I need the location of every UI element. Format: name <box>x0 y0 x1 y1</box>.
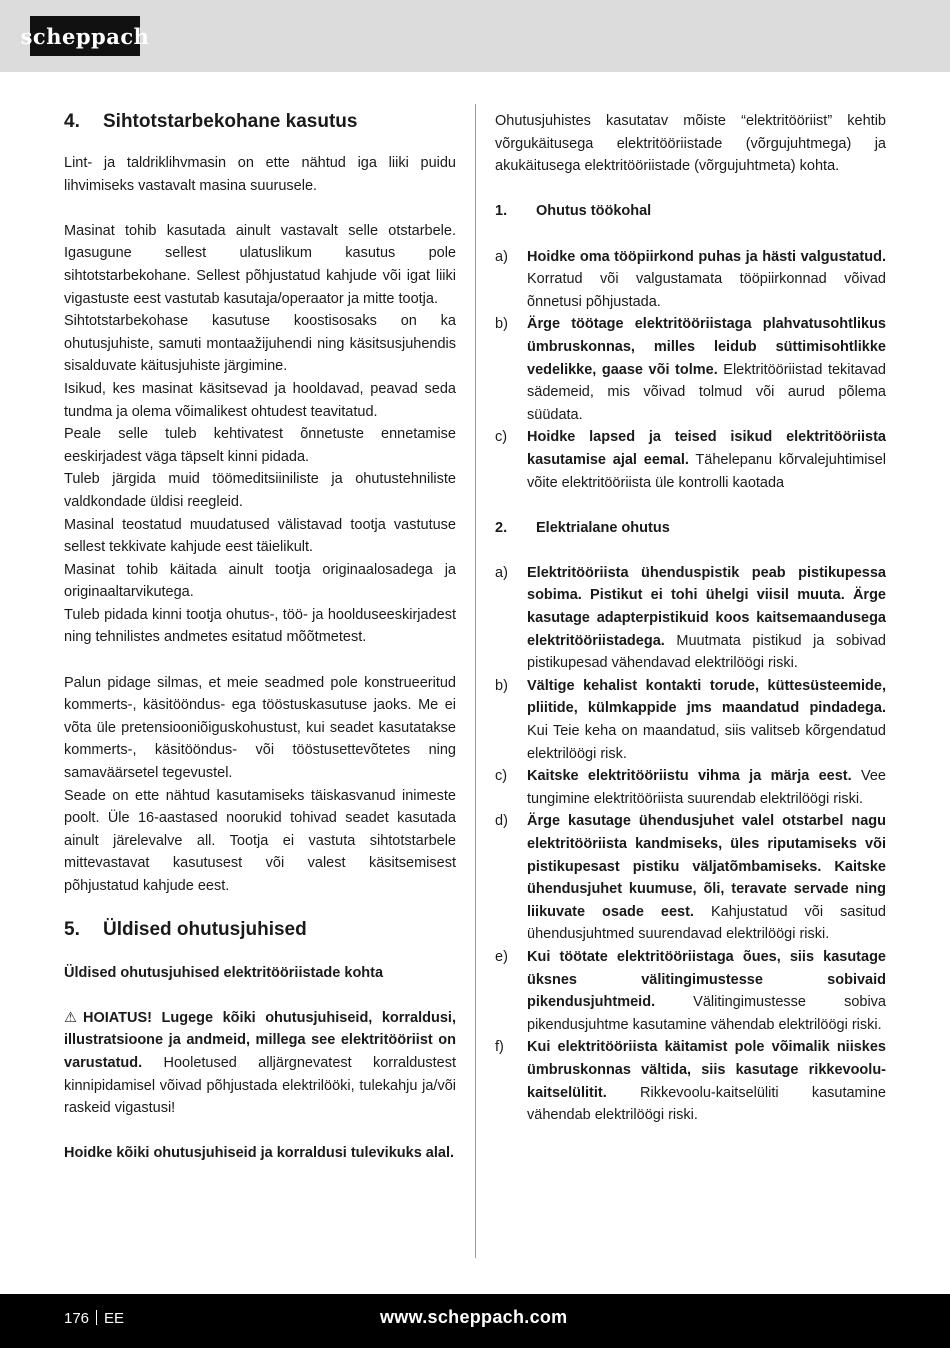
workplace-safety-list <box>495 246 886 495</box>
list-item-text: Ärge kasutage ühendusjuhet valel otstarbel nagu elektritööriista kandmiseks, üles riputamiseks või pistikupesast pistiku väljatõmbamiseks. Kaitske ühendusjuhet kuumuse, õli, teravate servade ning liikuvate osade eest. Kahjustatud või sasitud ühendusjuhtmed suurendavad elektrilöögi riski. <box>527 813 886 943</box>
list-item-label: f) <box>495 1039 504 1056</box>
list-item-text: Ärge töötage elektritööriistaga plahvatusohtlikus ümbruskonnas, milles leidub süttimisohtlikke vedelikke, gaase või tolme. Elektritööriistad tekitavad sädemeid, mis võivad tolmud või aurud põlema süüdata. <box>527 316 886 423</box>
left-column <box>64 110 456 1165</box>
warning-paragraph: ⚠ HOIATUS! Lugege kõiki ohutusjuhiseid, korraldusi, illustratsioone ja andmeid, millega see elektritööriist on varustatud. Hooletused alljärgnevatest korraldustest kinnipidamisel võivad põhjustada elektrilööki, tulekahju ja/või raskeid vigastusi! <box>64 1007 456 1120</box>
column-divider <box>475 104 476 1258</box>
scheppach-logo: scheppach <box>30 16 140 56</box>
list-item-label: a) <box>495 248 508 265</box>
paragraph: Lint- ja taldriklihvmasin on ette nähtud iga liiki puidu lihvimiseks vastavalt masina suurusele. <box>64 155 456 194</box>
list-item <box>495 810 886 946</box>
paragraph: Isikud, kes masinat käsitsevad ja hooldavad, peavad seda tundma ja olema võimalikest ohtudest teavitatud. <box>64 380 456 420</box>
list-item <box>495 426 886 494</box>
list-item <box>495 765 886 810</box>
list-item-text: Hoidke lapsed ja teised isikud elektritööriista kasutamise ajal eemal. Tähelepanu kõrvalejuhtimisel võite elektritööriista üle kontrolli kaotada <box>527 429 886 491</box>
warning-icon: ⚠ <box>64 1009 77 1026</box>
website-url: www.scheppach.com <box>380 1307 568 1327</box>
list-item-text: Hoidke oma tööpiirkond puhas ja hästi valgustatud. Korratud või valgustamata tööpiirkonnad võivad õnnetusi põhjustada. <box>527 248 886 310</box>
list-item-label: a) <box>495 564 508 581</box>
intro-paragraph: Ohutusjuhistes kasutatav mõiste “elektritööriist” kehtib võrgukäitusega elektritööriistade (võrgujuhtmega) ja akukäitusega elektritööriistade (võrgujuhtmeta) kohta. <box>495 113 886 175</box>
list-item <box>495 946 886 1036</box>
list-item-text: Vältige kehalist kontakti torude, küttesüsteemide, pliitide, külmkappide jms maandatud pindadega. Kui Teie keha on maandatud, siis valitseb kõrgendatud elektrilöögi risk. <box>527 677 886 762</box>
paragraph: Seade on ette nähtud kasutamiseks täiskasvanud inimeste poolt. Üle 16-aastased noorukid tohivad seadet kasutada ainult järelevalve all. Tootja ei vastuta sihtotstarbele mittevastavat kasutusest või valest käsitsemisest põhjustatud kahjude eest. <box>64 787 456 894</box>
paragraph: Tuleb pidada kinni tootja ohutus-, töö- ja hoolduseeskirjadest ning tehnilistes andmetes esitatud mõõtmetest. <box>64 606 456 646</box>
page-number: 176 EE <box>64 1310 125 1327</box>
list-item-label: c) <box>495 768 508 785</box>
subsection-2-heading: 2. Elektrialane ohutus <box>495 519 670 536</box>
keep-instructions-notice: Hoidke kõiki ohutusjuhiseid ja korraldusi tulevikuks alal. <box>64 1145 454 1162</box>
paragraph: Masinat tohib kasutada ainult vastavalt selle otstarbele. Igasugune sellest ulatuslikum kasutus pole sihtotstarbekohane. Sellest põhjustatud kahjude või igat liiki vigastuste eest vastutab kasutaja/operaator ja mitte tootja. <box>64 222 456 307</box>
paragraph: Tuleb järgida muid töömeditsiiniliste ja ohutustehniliste valdkondade üldisi reegleid. <box>64 471 456 510</box>
section-4-heading: 4. Sihtotstarbekohane kasutus <box>64 111 358 132</box>
list-item-label: b) <box>495 677 508 694</box>
subsection-1-heading: 1. Ohutus töökohal <box>495 203 652 220</box>
paragraph: Masinal teostatud muudatused välistavad tootja vastutuse sellest tekkivate kahjude eest täielikult. <box>64 516 456 556</box>
list-item-text: Kui töötate elektritööriistaga õues, siis kasutage üksnes välitingimustesse sobivaid pikendusjuhtmeid. Välitingimustesse sobiva pikendusjuhtme kasutamine vähendab elektrilöögi riski. <box>527 948 886 1033</box>
paragraph: Masinat tohib käitada ainult tootja originaalosadega ja originaaltarvikutega. <box>64 561 456 601</box>
list-item-text: Kui elektritööriista käitamist pole võimalik niiskes ümbruskonnas vältida, siis kasutage rikkevoolu-kaitselülitit. Rikkevoolu-kaitselüliti kasutamine vähendab elektrilöögi riski. <box>527 1039 886 1124</box>
electrical-safety-list <box>495 562 886 1127</box>
paragraph: Peale selle tuleb kehtivatest õnnetuste ennetamise eeskirjadest väga täpselt kinni pidada. <box>64 426 456 465</box>
list-item-label: d) <box>495 813 508 830</box>
list-item <box>495 1036 886 1126</box>
language-code: EE <box>104 1310 125 1327</box>
paragraph: Sihtotstarbekohase kasutuse koostisosaks on ka ohutusjuhiste, samuti montaažijuhendi ning käsitsusjuhendis sisalduvate käitusjuhiste järgimine. <box>64 313 456 375</box>
right-column <box>495 110 886 1127</box>
paragraph: Palun pidage silmas, et meie seadmed pole konstrueeritud kommerts-, käsitööndus- ega tööstuskasutuse jaoks. Me ei võta üle pretensiooniõiguskohustust, kui seadet kasutatakse kommerts-, käsitööndus- või tööstusettevõtetes ning samaväärsetel tegevustel. <box>64 674 456 782</box>
footer-bar <box>0 1294 950 1348</box>
list-item-text: Kaitske elektritööriistu vihma ja märja eest. Vee tungimine elektritööriista suurendab elektrilöögi riski. <box>527 768 886 807</box>
list-item-label: c) <box>495 429 508 446</box>
list-item <box>495 562 886 675</box>
list-item <box>495 313 886 426</box>
list-item-label: b) <box>495 316 508 333</box>
section-5-heading: 5. Üldised ohutusjuhised <box>64 918 307 940</box>
list-item <box>495 246 886 314</box>
list-item <box>495 675 886 765</box>
list-item-text: Elektritööriista ühenduspistik peab pistikupessa sobima. Pistikut ei tohi ühelgi viisil muuta. Ärge kasutage adapterpistikuid koos kaitsemaandusega elektritööriistadega. Muutmata pistikud ja sobivad pistikupesad vähendavad elektrilöögi riski. <box>527 564 886 672</box>
header-bar <box>0 0 950 72</box>
list-item-label: e) <box>495 948 508 965</box>
subsection-title: Üldised ohutusjuhised elektritööriistade kohta <box>64 964 384 981</box>
